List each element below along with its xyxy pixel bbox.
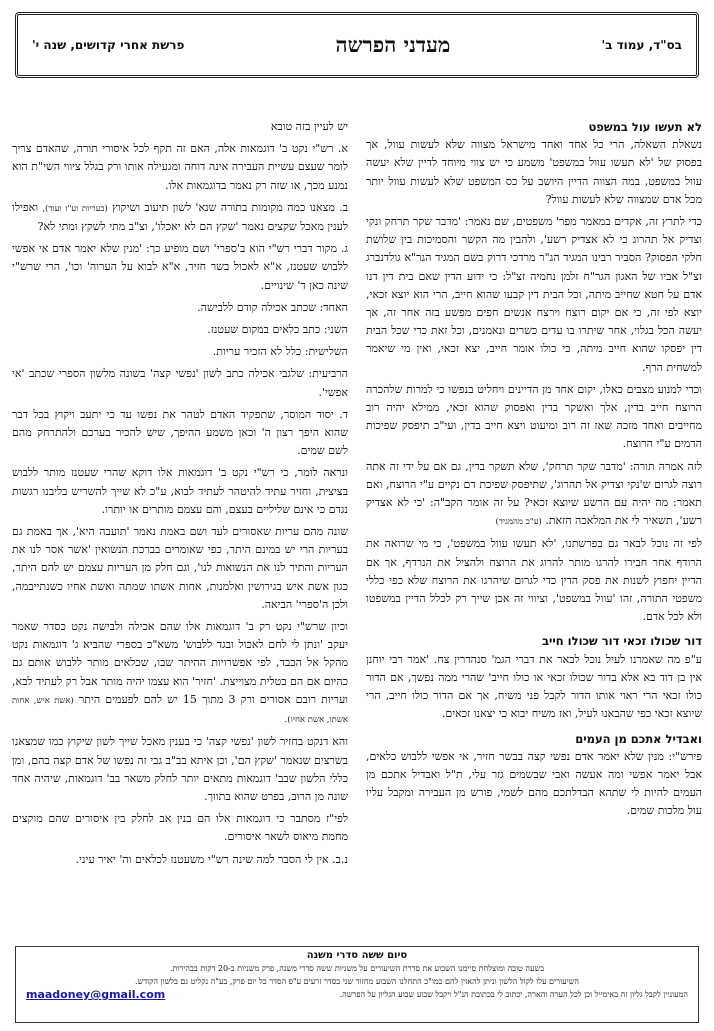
footer-line: המעוניין לקבל גליון זה באימייל וכן לכל הערה והארה, יכתוב לי בכתובת הנ"ל ויקבל שבוע שבוע הגליון על הפרשה. — [339, 990, 688, 999]
right-column — [366, 118, 702, 936]
section-heading: דור שכולו זכאי דור שכולו חייב — [541, 634, 702, 649]
paragraph: פירש"י: מנין שלא יאמר אדם נפשי קצה בבשר חזיר, אי אפשי ללבוש כלאים, אבל יאמר אפשי ומה אעשה ואבי שבשמים גזר עלי, ת"ל ואבדיל אתכם מן העמים להיות לי שתהא הבדלתכם מהם לשמי, פורש מן העבירה ומקבל עליו עול מלכות שמים. — [366, 749, 702, 818]
page-header — [15, 12, 699, 78]
paragraph: והא דנקט בחזיר לשון 'נפשי קצה' כי בענין מאכל שייך לשון שיקוץ כמו שמצאנו בשרצים שנאמר 'שקץ הם', וכן איתא בב"ב גבי זה נפשו של אדם קצה בהם, ומן כללי הלשון שבב' דוגמאות מתאים יותר לחלק משאר בב' דוגמאות, שיהיה אחד שונה מן הרוב, בפרט שהוא בתווך. — [12, 735, 348, 803]
paragraph-text: לזה אמרה תורה: 'מדבר שקר תרחק', שלא תשקר בדין, גם אם על ידי זה אתה רוצה לגרום ש'נקי וצדיק אל תהרוג', שתיפסק שפיכת דם נקיים ע"י הרוצח, ואם תאמר: מה יהיה עם הרשע שיוצא זכאי? על זה אומר הקב"ה: 'כי לא אצדיק רשע', תשאיר לי את המלאכה הזאת. — [366, 459, 702, 528]
paragraph-text: ב. מצאנו כמה מקומות בתורה שנא' לשון תיעוב ושיקוץ — [112, 200, 348, 214]
paragraph-text: 'אמר רבי יוחנן אין בן דוד בא אלא בדור שכולו זכאי או כולו חייב' שהרי ממה נפשך, אם הדור כולו זכאי הרי ראוי אותו הדור לקבל פני משיח, אך אם הדור כולו חייב, הרי שיוצא זכאי כפי שהבאנו לעיל, ואז משיח יבוא כי יצאנו זכאים. — [366, 652, 702, 721]
paragraph: יש לעיין בזה טובא — [270, 120, 348, 133]
paragraph: כדי לתרץ זה, אקדים במאמר מפר' משפטים, שם נאמר: 'מדבר שקר תרחק ונקי וצדיק אל תהרוג כי לא אצדיק רשע', ולהבין מה הקשר והסמיכות בין שלושת חלקי הפסוק? הסביר רבינו המגיד הג"ר מרדכי דרוק בשם המגיד הגר"א גולדנברג זצ"ל אביו של האגון הגר"ח זלמן נחמיה זצ"ל: כי ידוע הדין שאם בית דין דנו אדם על חטא שחייב מיתה, וכל הבית דין קבעו שהוא חייב, הרי הוא יוצא זכאי, יוצא לפי זה, כי אם יקום רוצח וירצח אנשים חפים מפשע בזה אחר זה, אך יעשה הכל בגלוי, אחר שיתרו בו עדים כשרים ונאמנים, וכל זאת כדי שכל הבית דין יפסקו שהוא חייב מיתה, כי כולו אומר חייב, יצא זכאי, ואין מי שיאמר למשחית הרף. — [366, 215, 702, 374]
section-heading: ואבדיל אתכם מן העמים — [575, 731, 702, 746]
header-parsha: פרשת אחרי קדושים, שנה י' — [32, 38, 185, 52]
paragraph: שונה מהם עריות שאסורים לעד ושם באמת נאמר 'תועבה היא', אך באמת גם בעריות הרי יש במינם היתר, כפי שאומרים בברכת הנשואין 'אשר אסר לנו את העריות והתיר לנו את הנשואות לנו', וגם חלק מן העריות עצמם יש להם היתר, כגון אשת איש בגירושין ואלמנות, אחות אשתו שמתה ואשת אחיו כשנתייבמה, ולכן ה'ספרי' הביאה. — [12, 525, 348, 611]
footer-box — [15, 946, 699, 1023]
paragraph — [12, 199, 348, 236]
paragraph: לפי"ז מסתבר כי דוגמאות אלו הם בנין אב לחלק בין איסורים שהם מוקצים מחמת מיאוס לשאר איסורים. — [12, 812, 348, 844]
paragraph: ד. יסוד המוסר, שתפקיד האדם לטהר את נפשו עד כי יתעב ויקוץ בכל דבר שהוא היפך רצון ה' וכאן משמע ההיפך, שיש להכיר בערכם ולהתרחק מהם לשם שמים. — [12, 407, 348, 458]
paragraph: א. רש"י נקט ב' דוגמאות אלה, האם זה תקף לכל איסורי תורה, שהאדם צריך לומר שעצם עשיית העבירה אינה דוחה ומגעילה אותו ורק בגלל ציווי השי"ת הוא נמנע מכך, או שזה רק נאמר בדוגמאות אלו. — [12, 142, 348, 192]
header-page-number: בס"ד, עמוד ב' — [601, 38, 682, 52]
paragraph — [12, 618, 348, 729]
source-note: (בעריות וע"ז ועוד), — [42, 203, 108, 214]
paragraph: ג. מקור דברי רש"י הוא ב'ספרי' ושם מופיע כך: 'מנין שלא יאמר אדם אי אפשי ללבוש שעטנז, א"א לאכול בשר חזיר, א"א לבוא על הערוה' וכו', הרי שרש"י שינה כאן ד' שינויים. — [12, 242, 348, 292]
paragraph: השני: כתב כלאים במקום שעטנז. — [207, 323, 348, 337]
paragraph: נ.ב. אין לי הסבר למה שינה רש"י משעטנז לכלאים וה' יאיר עיני. — [75, 852, 348, 866]
paragraph-text: וכיון שרש"י נקט רק ב' דוגמאות אלו שהם אכילה ולבישה נקט כסדר שאמר יעקב 'ונתן לי לחם לאכול ובגד ללבוש' משא"כ בספרי שהביא ג' דוגמאות נקט מהקל אל הכבד, לפי אפשרויות ההיתר שבו, שכלאים מותר ללבוש אותם גם כהיום אם הם בטלית מצוייצת. 'חזיר' הוא עצמו יהיה מותר אבל רק לעתיד לבא, ועריות רובם אסורים ורק 3 מתוך 15 יש להם לפעמים היתר — [12, 620, 348, 706]
footer-line: השיעורים עלו לקול הלשון וניתן להאזין להם כמו"כ התחלנו השבוע מחזור שני בסדר זרעים ע"פ הסדר כל יום פרק, בע"ה נקליט גם בלשון הקודש. — [134, 977, 580, 986]
paragraph: וכדי למנוע מצבים כאלו, יקום אחד מן הדיינים ויחליט בנפשו כי למרות שלהכרה הרוצח חייב בדין, אלך ואשקר בדין ואפסוק שהוא זכאי, ממילא יהיה רוב מחייבים ואחד מזכה שאז זה רוב ומיעוט ויצא חייב בדין, ועי"כ תיפסק שפיכות הדמים ע"י הרוצח. — [366, 382, 702, 451]
article-columns — [12, 118, 702, 936]
paragraph: השלישית: כלל לא הזכיר עריות. — [212, 345, 348, 359]
paragraph — [366, 651, 702, 724]
paragraph: ונראה לומר, כי רש"י נקט ב' דוגמאות אלו דוקא שהרי שעטנז מותר ללבוש בציצית, וחזיר עתיד להיטהר לעתיד לבוא, ע"כ לא שייך להשריש בליבנו רגשות נגדם כי אינם שליליים בעצם, והם עצמם מותרים או יותרו. — [12, 466, 348, 516]
paragraph: האחד: שכתב אכילה קודם ללבישה. — [197, 300, 348, 314]
paragraph-text: ע"פ מה שאמרנו לעיל נוכל לבאר את דברי הגמ' סנהדרין צח. — [433, 652, 702, 666]
section-heading: לא תעשו עול במשפט — [588, 120, 702, 134]
footer-line: בשעה טובה ומוצלחת סיימנו השבוע את סדרת השיעורים על משניות ששה סדרי משנה, פרק משניות ב-20 דקות בבהירות. — [169, 964, 545, 973]
source-note: (אשת איש, אחות אשתו, אשת אחיו). — [12, 695, 348, 726]
paragraph: הרביעית: שלגבי אכילה כתב לשון 'נפשי קצה' בשונה מלשון הספרי שכתב 'אי אפשי'. — [12, 367, 348, 399]
left-column — [12, 118, 348, 936]
paragraph: לפי זה נוכל לבאר גם בפרשתנו, 'לא תעשו עוול במשפט', כי מי שרואה את הרודף אחר חבירו להרגו מותר להרוג את הרוצח ולהציל את הנרדף, אך אם הדיין יחפוץ לשנות את פסק הדין כדי לגרום שיהרגו את הרוצח שלא כפי כללי משפטי התורה, זהו 'עוול במשפט', וציווי זה אכן שייך רק לכלל הדיין במשפטו ולא לכל אדם. — [366, 537, 702, 624]
paragraph: נשאלת השאלה, הרי כל אחד ואחד מישראל מצווה שלא לעשות עוול, אך בפסוק של 'לא תעשו עוול במשפט' משמע כי יש צווי מיוחד לדיין שלא יעשה עוול במשפט, במה הצווה הדיין היושב על כס המשפט שלא לעשות עוול יותר מכל אדם שמצווה שלא לעשות עוול? — [366, 138, 702, 206]
footer-title: סיום ששה סדרי משנה — [306, 950, 408, 961]
email-link[interactable]: maadoney@gmail.com — [26, 988, 166, 1001]
paragraph — [366, 458, 702, 532]
paragraph-text: ואפילו לענין מאכל שקצים נאמר 'שקץ הם לא יאכלו', וצ"ב מתי לשקץ ומתי לא? — [12, 200, 348, 234]
page-title: מעדני הפרשה — [335, 32, 451, 57]
footer-contact-row — [26, 988, 688, 1002]
source-note: (ע"כ מהמגיד) — [495, 517, 542, 528]
